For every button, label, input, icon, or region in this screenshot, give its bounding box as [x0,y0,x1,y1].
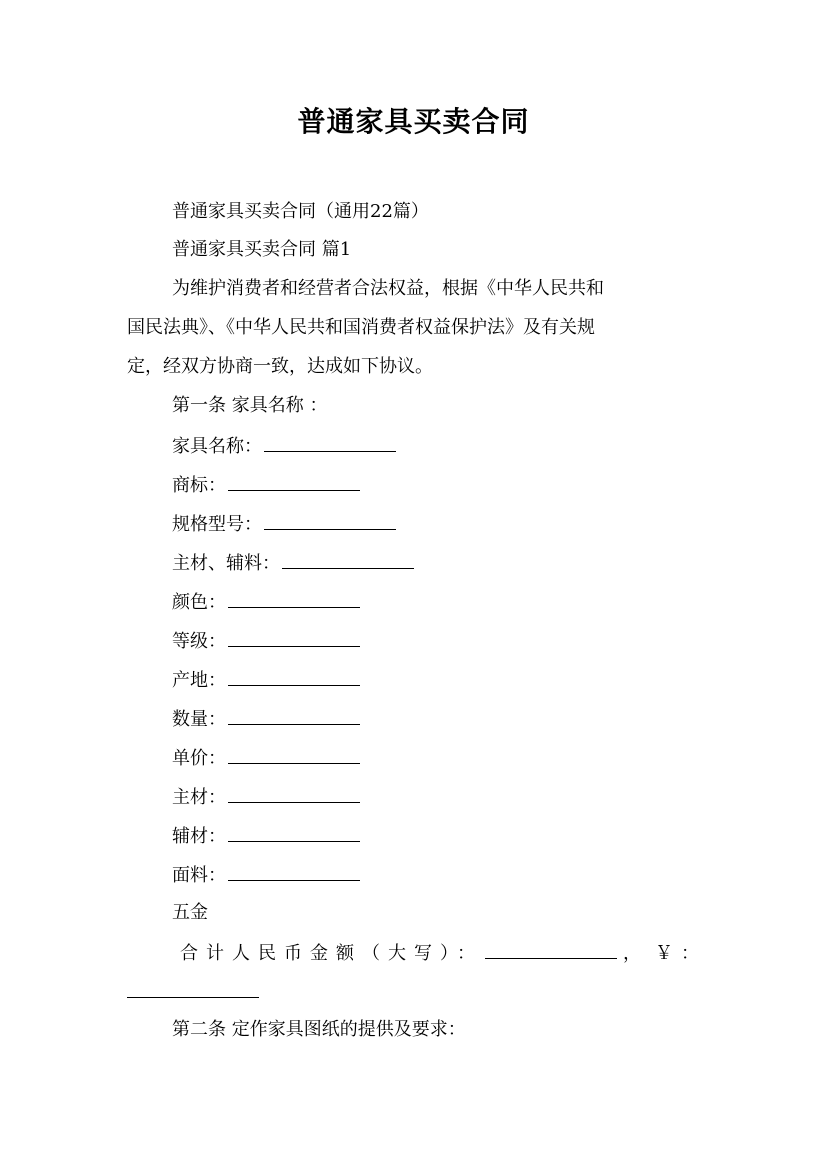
fill-blank [228,784,360,803]
article-1-heading: 第一条 家具名称 ： [172,395,328,416]
intro-line-3: 定，经双方协商一致，达成如下协议。 [127,356,433,377]
field-color [172,589,360,615]
field-label: 主材、辅料： [172,553,280,574]
field-unit-price [172,745,360,771]
field-fabric [172,862,360,888]
field-label: 颜色： [172,592,226,613]
total-yen-blank-line [127,979,259,1005]
fill-blank [228,862,360,881]
document-title: 普通家具买卖合同 [297,105,530,138]
hardware-label: 五金 [172,902,208,923]
yen-label: ￥： [655,943,707,964]
field-label: 主材： [172,787,226,808]
fill-blank [127,979,259,998]
fill-blank [228,589,360,608]
fill-blank [228,823,360,842]
fill-blank [264,511,396,530]
fill-blank [282,550,414,569]
field-materials [172,550,414,576]
field-main-material [172,784,360,810]
fill-blank [264,433,396,452]
field-label: 等级： [172,631,226,652]
intro-line-2: 国民法典》、《中华人民共和国消费者权益保护法》及有关规 [127,317,595,338]
field-label: 面料： [172,865,226,886]
field-origin [172,667,360,693]
field-label: 规格型号： [172,514,262,535]
field-label: 数量： [172,709,226,730]
fill-blank [228,667,360,686]
total-separator: ， [623,943,641,964]
field-brand [172,472,360,498]
field-model [172,511,396,537]
fill-blank [228,706,360,725]
field-furniture-name [172,433,396,459]
field-label: 商标： [172,475,226,496]
field-aux-material [172,823,360,849]
field-grade [172,628,360,654]
field-label: 产地： [172,670,226,691]
field-label: 家具名称： [172,436,262,457]
fill-blank [228,472,360,491]
fill-blank [485,940,617,959]
fill-blank [228,745,360,764]
fill-blank [228,628,360,647]
total-label: 合计人民币金额（大写）： [180,943,483,964]
subtitle: 普通家具买卖合同（通用22篇） [172,201,429,222]
total-amount-line [180,940,707,966]
intro-line-1: 为维护消费者和经营者合法权益，根据《中华人民共和 [172,278,604,299]
chapter-heading: 普通家具买卖合同 篇1 [172,239,352,260]
article-2-heading: 第二条 定作家具图纸的提供及要求： [172,1019,466,1040]
field-label: 单价： [172,748,226,769]
field-quantity [172,706,360,732]
field-label: 辅材： [172,826,226,847]
